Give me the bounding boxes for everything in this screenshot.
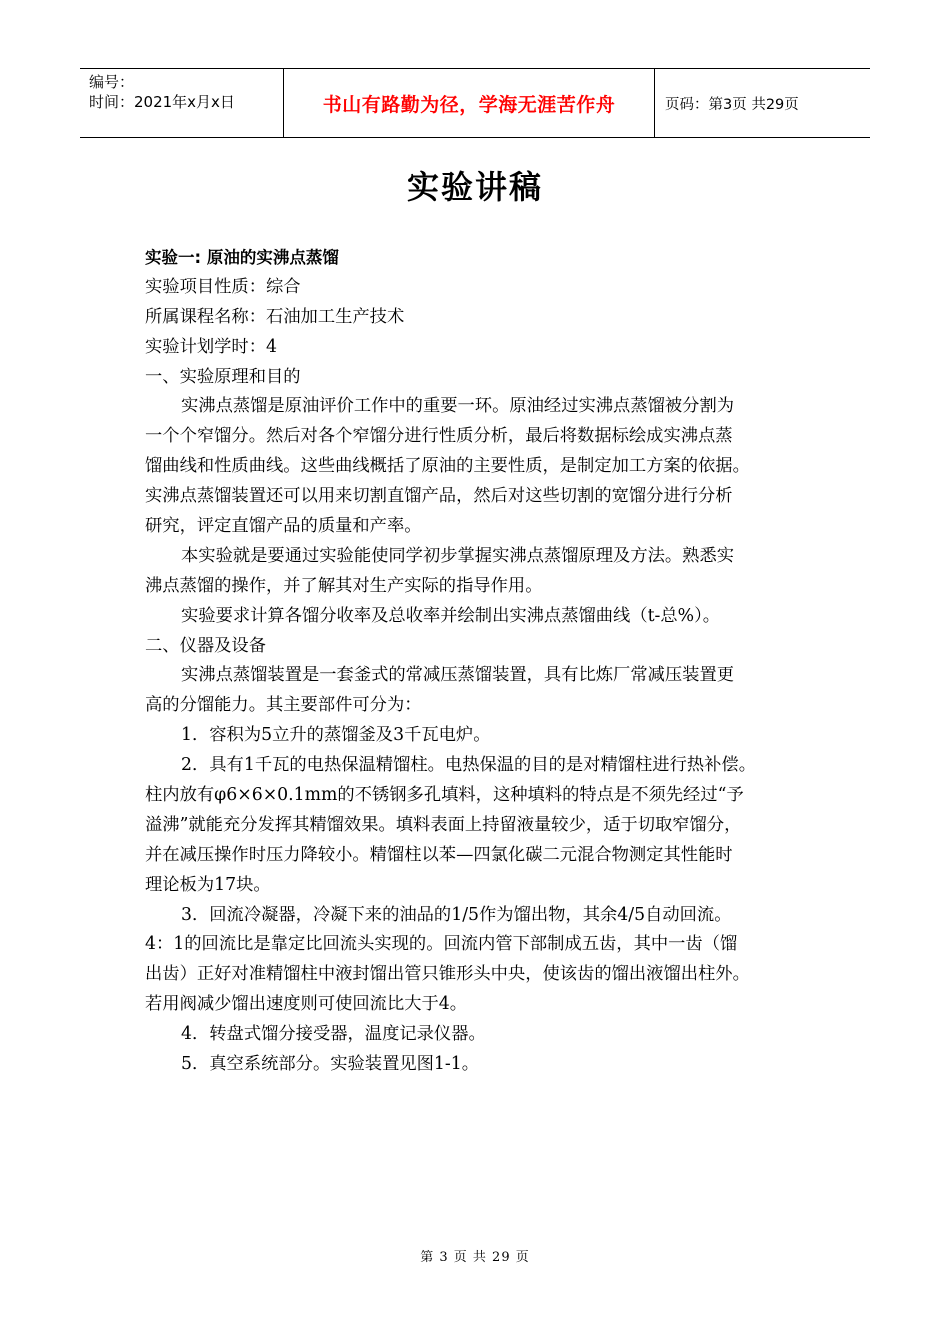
text-line: 实沸点蒸馏是原油评价工作中的重要一环。原油经过实沸点蒸馏被分割为 bbox=[181, 396, 735, 417]
text-line: 实沸点蒸馏装置还可以用来切割直馏产品，然后对这些切割的宽馏分进行分析 bbox=[145, 486, 733, 507]
header-meta bbox=[80, 69, 283, 137]
number-label: 编号： bbox=[89, 73, 135, 91]
text-line: 若用阀减少馏出速度则可使回流比大于4。 bbox=[145, 994, 468, 1015]
page-footer: 第 3 页 共 29 页 bbox=[420, 1250, 530, 1265]
section-heading: 一、实验原理和目的 bbox=[145, 366, 301, 387]
text-line: 本实验就是要通过实验能使同学初步掌握实沸点蒸馏原理及方法。熟悉实 bbox=[181, 545, 735, 566]
list-item: 1．容积为5立升的蒸馏釜及3千瓦电炉。 bbox=[181, 725, 491, 746]
text-line: 实验项目性质：综合 bbox=[145, 276, 301, 297]
text-line: 实沸点蒸馏装置是一套釜式的常减压蒸馏装置，具有比炼厂常减压装置更 bbox=[181, 665, 735, 686]
text-line: 实验计划学时：4 bbox=[145, 336, 277, 357]
experiment-heading: 实验一: 原油的实沸点蒸馏 bbox=[145, 248, 339, 267]
text-line: 所属课程名称：石油加工生产技术 bbox=[145, 306, 405, 327]
document-title: 实验讲稿 bbox=[406, 168, 543, 206]
list-item: 3．回流冷凝器，冷凝下来的油品的1/5作为馏出物，其余4/5自动回流。 bbox=[181, 904, 732, 925]
list-item: 5．真空系统部分。实验装置见图1-1。 bbox=[181, 1054, 480, 1075]
document-body bbox=[145, 243, 825, 1080]
header-table bbox=[80, 68, 870, 138]
text-line: 沸点蒸馏的操作，并了解其对生产实际的指导作用。 bbox=[145, 575, 543, 596]
list-item: 2．具有1千瓦的电热保温精馏柱。电热保温的目的是对精馏柱进行热补偿。 bbox=[181, 755, 756, 776]
text-line: 柱内放有φ6×6×0.1mm的不锈钢多孔填料，这种填料的特点是不须先经过“予 bbox=[145, 785, 744, 806]
list-item: 4．转盘式馏分接受器，温度记录仪器。 bbox=[181, 1024, 486, 1045]
text-line: 研究，评定直馏产品的质量和产率。 bbox=[145, 516, 422, 537]
text-line: 溢沸”就能充分发挥其精馏效果。填料表面上持留液量较少，适于切取窄馏分， bbox=[145, 814, 742, 835]
text-line: 实验要求计算各馏分收率及总收率并绘制出实沸点蒸馏曲线（t-总%）。 bbox=[181, 605, 720, 626]
header-page-info: 页码：第3页 共29页 bbox=[665, 96, 799, 113]
text-line: 馏曲线和性质曲线。这些曲线概括了原油的主要性质，是制定加工方案的依据。 bbox=[145, 456, 750, 477]
motto: 书山有路勤为径，学海无涯苦作舟 bbox=[322, 93, 616, 116]
text-line: 4：1的回流比是靠定比回流头实现的。回流内管下部制成五齿，其中一齿（馏 bbox=[145, 934, 738, 955]
text-line: 高的分馏能力。其主要部件可分为： bbox=[145, 695, 422, 716]
time-label: 时间：2021年x月x日 bbox=[89, 93, 235, 111]
header-motto-cell bbox=[283, 69, 655, 137]
text-line: 一个个窄馏分。然后对各个窄馏分进行性质分析，最后将数据标绘成实沸点蒸 bbox=[145, 426, 733, 447]
section-heading: 二、仪器及设备 bbox=[145, 635, 266, 656]
text-line: 理论板为17块。 bbox=[145, 874, 271, 895]
text-line: 并在减压操作时压力降较小。精馏柱以苯—四氯化碳二元混合物测定其性能时 bbox=[145, 844, 733, 865]
text-line: 出齿）正好对准精馏柱中液封馏出管只锥形头中央，使该齿的馏出液馏出柱外。 bbox=[145, 964, 750, 985]
